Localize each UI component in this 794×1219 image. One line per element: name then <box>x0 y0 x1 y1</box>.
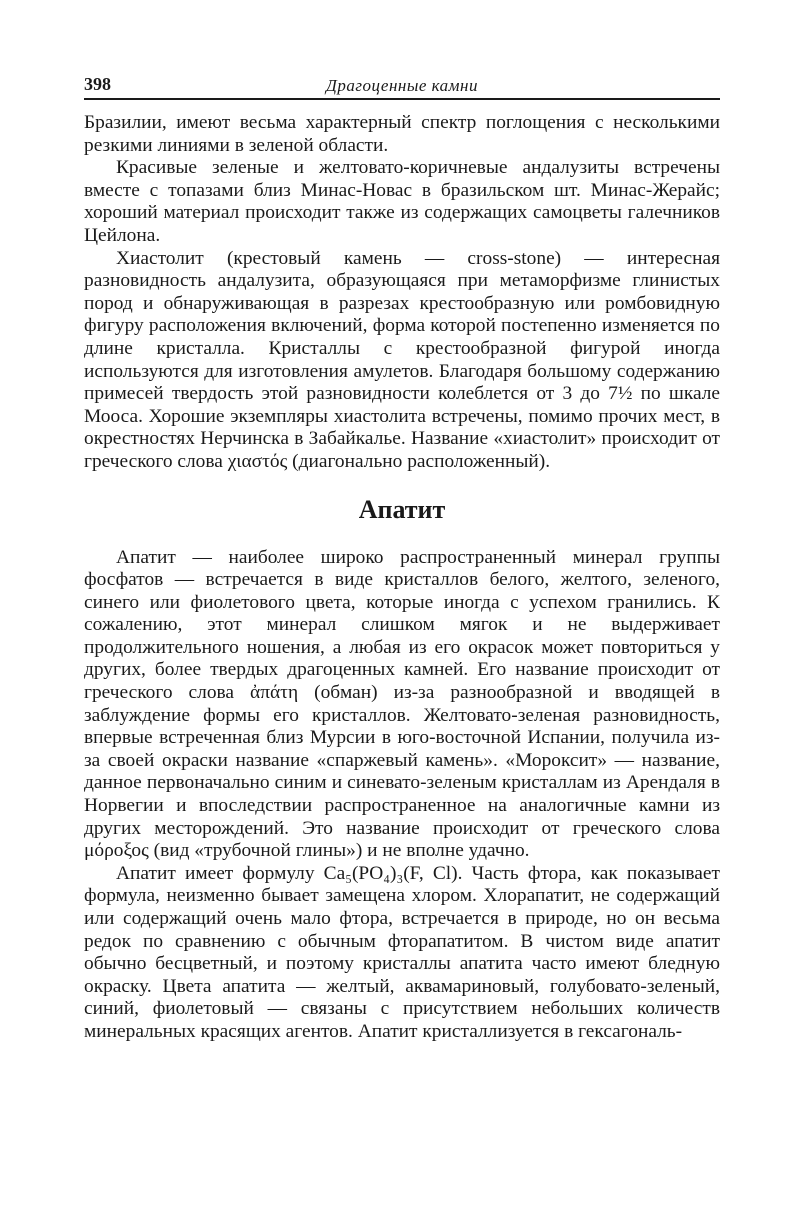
page-number: 398 <box>84 74 111 94</box>
running-title: Драгоценные камни <box>326 76 478 95</box>
running-head <box>84 60 720 100</box>
paragraph-chiastolite: Хиастолит (крестовый камень — cross-stone) — интересная разновидность андалузита, образующаяся при метаморфизме глинистых пород и обнаруживающая в разрезах крестообразную или ромбовидную фигуру расположения включений, форма которой постепенно изменяется по длине кристалла. Кристаллы с крестообразной фигурой иногда используются для изготовления амулетов. Благодаря большому содержанию примесей твердость этой разновидности колеблется от 3 до 7½ по шкале Мооса. Хорошие экземпляры хиастолита встречены, помимо прочих мест, в окрестностях Нерчинска в Забайкалье. Название «хиастолит» происходит от греческого слова χιαστός (диагонально расположенный). <box>84 247 720 472</box>
section-title-apatite: Апатит <box>358 494 446 524</box>
paragraph-apatite-intro: Апатит — наиболее широко распространенный минерал группы фосфатов — встречается в виде кристаллов белого, желтого, зеленого, синего или фиолетового цвета, которые иногда с успехом гранились. К сожалению, этот минерал слишком мягок и не выдерживает продолжительного ношения, а любая из его окрасок может повториться у других, более твердых драгоценных камней. Его название происходит от греческого слова ἀπάτη (обман) из-за разнообразной и вводящей в заблуждение формы его кристаллов. Желтовато-зеленая разновидность, впервые встреченная близ Мурсии в юго-восточной Испании, получила из-за своей окраски название «спаржевый камень». «Мороксит» — название, данное первоначально синим и синевато-зеленым кристаллам из Арендаля в Норвегии и впоследствии распространенное на аналогичные камни из других месторождений. Это название происходит от греческого слова μόροξος (вид «трубочной глины») и не вполне удачно. <box>84 546 720 862</box>
paragraph-andalusite-localities: Красивые зеленые и желтовато-коричневые андалузиты встречены вместе с топазами близ Минас-Новас в бразильском шт. Минас-Жерайс; хороший материал происходит также из содержащих самоцветы галечников Цейлона. <box>84 157 720 246</box>
body-text <box>84 112 720 1044</box>
paragraph-brazil-spectrum: Бразилии, имеют весьма характерный спектр поглощения с несколькими резкими линиями в зеленой области. <box>84 112 720 156</box>
paragraph-apatite-formula: Апатит имеет формулу Ca₅(PO₄)₃(F, Cl). Часть фтора, как показывает формула, неизменно бывает замещена хлором. Хлорапатит, не содержащий или содержащий очень мало фтора, встречается в природе, но он весьма редок по сравнению с обычным фторапатитом. В чистом виде апатит обычно бесцветный, и поэтому кристаллы апатита часто имеют бледную окраску. Цвета апатита — желтый, аквамариновый, голубовато-зеленый, синий, фиолетовый — связаны с присутствием небольших количеств минеральных красящих агентов. Апатит кристаллизуется в гексагональ- <box>84 862 720 1042</box>
book-page <box>84 60 720 1044</box>
